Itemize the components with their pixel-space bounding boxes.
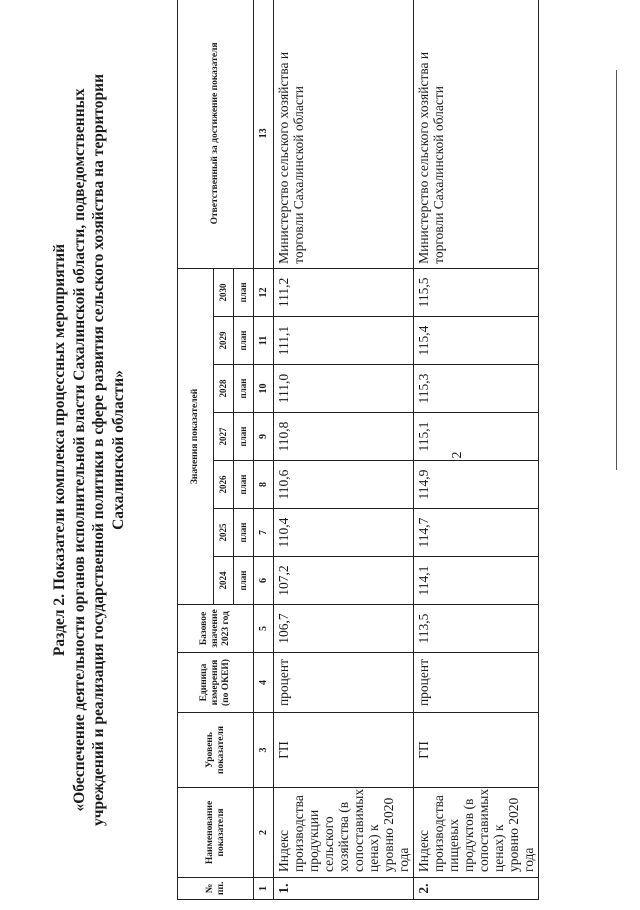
indicator-unit: процент [414,653,539,713]
column-number: 11 [254,317,274,365]
indicator-value-2029: 111,1 [274,317,414,365]
title-line-2: «Обеспечение деятельности органов исполнительной власти Сахалинской области, подведомственных [70,88,88,812]
column-numbers-row [254,0,274,900]
column-number: 10 [254,365,274,413]
indicator-value-2027: 110,8 [274,413,414,461]
column-number: 9 [254,413,274,461]
indicator-value-2030: 111,2 [274,268,414,316]
header-unit: Единица измерения (по ОКЕИ) [178,653,254,713]
header-name: Наименование показателя [178,788,254,878]
header-plan: план [234,413,254,461]
title-line-3: учреждений и реализация государственной политики в сфере развития сельского хозяйства на территории [90,73,107,827]
header-year: 2030 [214,268,234,316]
row-num: 2. [414,878,539,900]
table-row [274,0,414,900]
column-number: 4 [254,653,274,713]
header-plan: план [234,365,254,413]
header-year: 2029 [214,317,234,365]
indicator-value-2026: 114,9 [414,461,539,509]
header-values-group: Значения показателей [178,268,214,604]
row-num: 1. [274,878,414,900]
header-responsible: Ответственный за достижение показателя [178,0,254,268]
indicator-value-2025: 110,4 [274,509,414,557]
table-row [414,0,539,900]
title-line-1: Раздел 2. Показатели комплекса процессных мероприятий [51,243,68,657]
indicator-value-2028: 115,3 [414,365,539,413]
header-plan: план [234,461,254,509]
indicator-level: ГП [274,713,414,788]
indicator-base: 106,7 [274,605,414,653]
header-year: 2028 [214,365,234,413]
page-number: 2 [450,451,465,459]
indicator-value-2025: 114,7 [414,509,539,557]
indicator-value-2024: 107,2 [274,557,414,605]
indicator-unit: процент [274,653,414,713]
section-title [50,35,128,865]
indicator-base: 113,5 [414,605,539,653]
column-number: 2 [254,788,274,878]
header-plan: план [234,509,254,557]
column-number: 3 [254,713,274,788]
header-plan: план [234,557,254,605]
indicator-value-2029: 115,4 [414,317,539,365]
indicator-name: Индекс производства продукции сельского хозяйства (в сопоставимых ценах) к уровню 2020 года [274,788,414,878]
indicator-responsible: Министерство сельского хозяйства и торговли Сахалинской области [414,0,539,268]
header-year: 2026 [214,461,234,509]
indicator-level: ГП [414,713,539,788]
indicators-table [177,0,539,900]
indicator-value-2024: 114,1 [414,557,539,605]
indicator-value-2026: 110,6 [274,461,414,509]
header-num: № пп. [178,878,254,900]
column-number: 7 [254,509,274,557]
header-row-1 [178,0,214,900]
header-plan: план [234,317,254,365]
indicator-responsible: Министерство сельского хозяйства и торговли Сахалинской области [274,0,414,268]
column-number: 12 [254,268,274,316]
indicator-name: Индекс производства пищевых продуктов (в сопоставимых ценах) к уровню 2020 года [414,788,539,878]
column-number: 8 [254,461,274,509]
header-level: Уровень показателя [178,713,254,788]
column-number: 1 [254,878,274,900]
header-year: 2027 [214,413,234,461]
header-year: 2024 [214,557,234,605]
indicator-value-2027: 115,1 [414,413,539,461]
column-number: 5 [254,605,274,653]
header-base: Базовое значение 2023 год [178,605,254,653]
title-line-4: Сахалинской области» [109,370,127,530]
header-year: 2025 [214,509,234,557]
column-number: 6 [254,557,274,605]
indicator-value-2028: 111,0 [274,365,414,413]
column-number: 13 [254,0,274,268]
header-plan: план [234,268,254,316]
indicator-value-2030: 115,5 [414,268,539,316]
footer-rule [616,70,617,470]
